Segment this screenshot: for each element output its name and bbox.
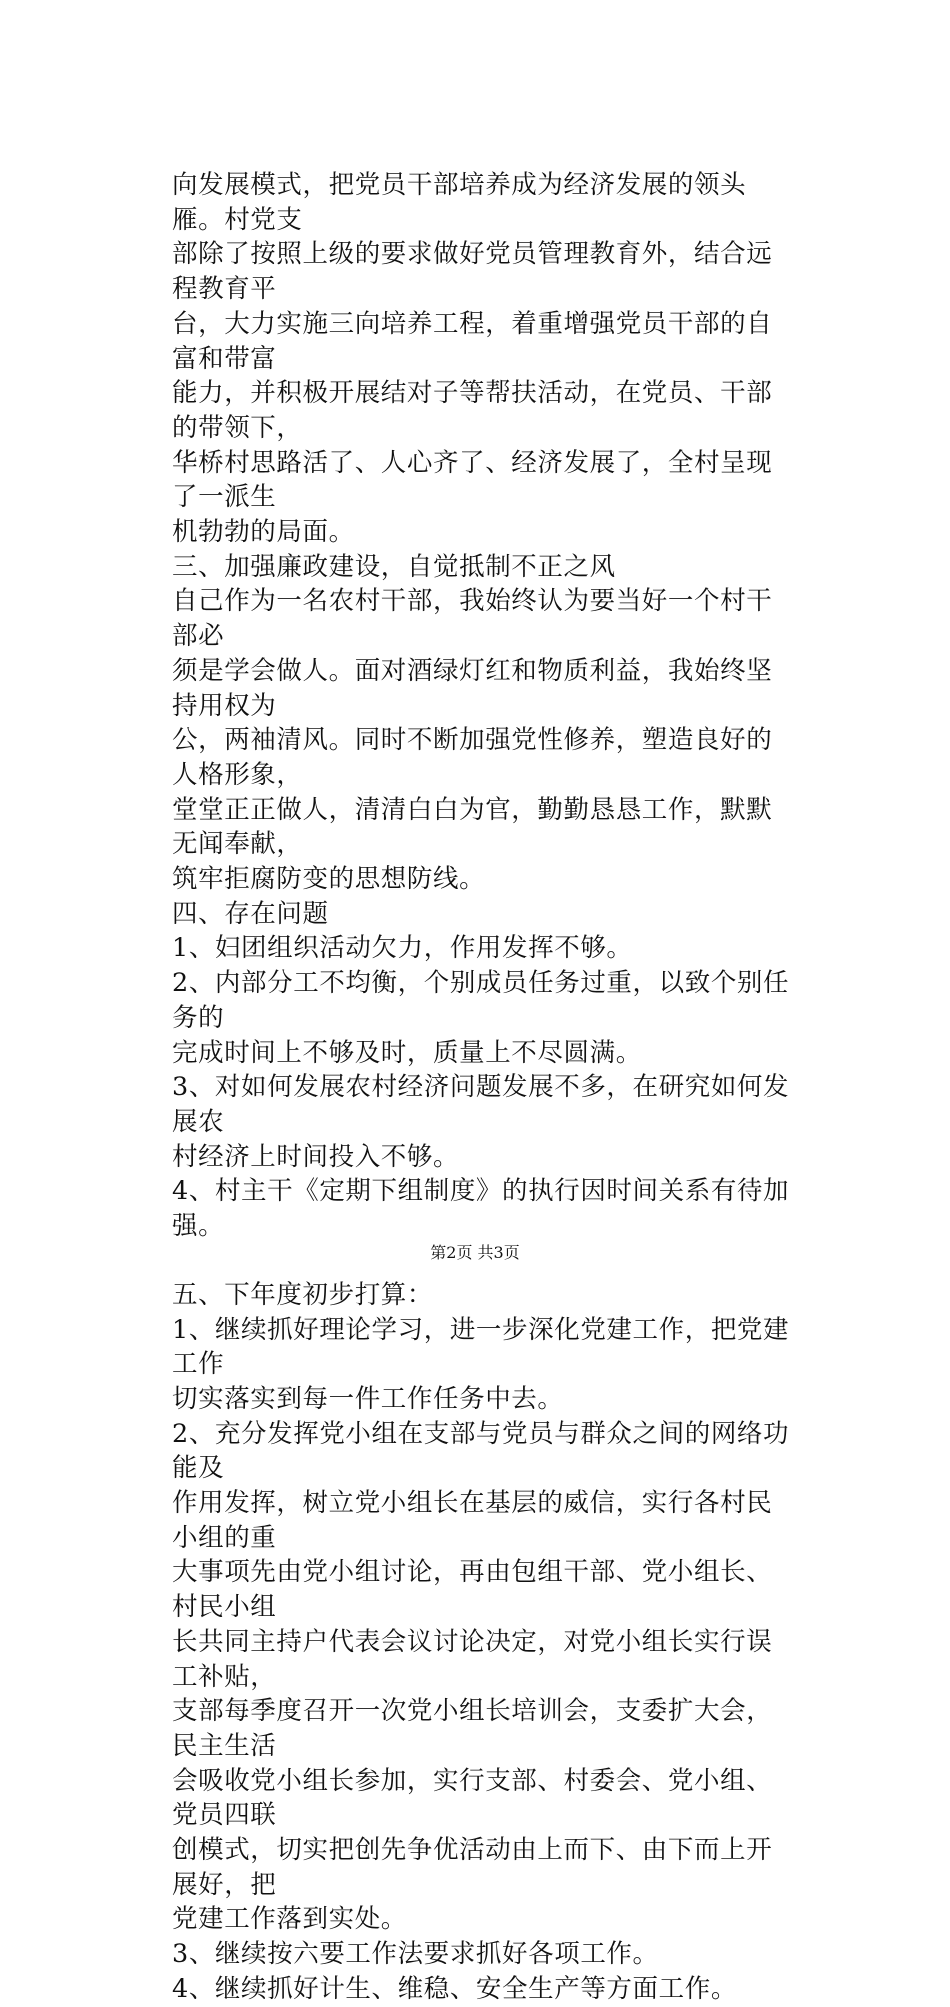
page-number-footer: 第2页 共3页	[430, 1243, 520, 1262]
problem-item-2: 2、内部分工不均衡，个别成员任务过重，以致个别任务的 完成时间上不够及时，质量上不尽圆满。	[172, 968, 790, 1068]
section-heading-5: 五、下年度初步打算：	[172, 1279, 434, 1310]
plan-item-1: 1、继续抓好理论学习，进一步深化党建工作，把党建工作 切实落实到每一件工作任务中去。	[172, 1314, 790, 1414]
document-body	[172, 168, 792, 2007]
paragraph-integrity: 自己作为一名农村干部，我始终认为要当好一个村干部必 须是学会做人。面对酒绿灯红和物质利益，我始终坚持用权为 公，两袖清风。同时不断加强党性修养，塑造良好的人格形象， 堂堂正正做人，清清白白为官，勤勤恳恳工作，默默无闻奉献， 筑牢拒腐防变的思想防线。	[172, 586, 773, 895]
plan-item-2: 2、充分发挥党小组在支部与党员与群众之间的网络功能及 作用发挥，树立党小组长在基层的威信，实行各村民小组的重 大事项先由党小组讨论，再由包组干部、党小组长、村民小组 长共同主持户代表会议讨论决定，对党小组长实行误工补贴， 支部每季度召开一次党小组长培训会，支委扩大会，民主生活 会吸收党小组长参加，实行支部、村委会、党小组、党员四联 创模式，切实把创先争优活动由上而下、由下而上开展好，把 党建工作落到实处。	[172, 1418, 790, 1935]
paragraph-continuation: 向发展模式，把党员干部培养成为经济发展的领头雁。村党支 部除了按照上级的要求做好党员管理教育外，结合远程教育平 台，大力实施三向培养工程，着重增强党员干部的自富和带富 能力，并积极开展结对子等帮扶活动，在党员、干部的带领下， 华桥村思路活了、人心齐了、经济发展了，全村呈现了一派生 机勃勃的局面。	[172, 170, 773, 548]
problem-item-4: 4、村主干《定期下组制度》的执行因时间关系有待加强。	[172, 1176, 790, 1242]
section-heading-4: 四、存在问题	[172, 898, 329, 929]
plan-item-3: 3、继续按六要工作法要求抓好各项工作。	[172, 1939, 659, 1970]
plan-item-4: 4、继续抓好计生、维稳、安全生产等方面工作。	[172, 1973, 737, 2004]
problem-item-3: 3、对如何发展农村经济问题发展不多，在研究如何发展农 村经济上时间投入不够。	[172, 1072, 790, 1172]
section-heading-3: 三、加强廉政建设，自觉抵制不正之风	[172, 551, 616, 582]
problem-item-1: 1、妇团组织活动欠力，作用发挥不够。	[172, 933, 633, 964]
